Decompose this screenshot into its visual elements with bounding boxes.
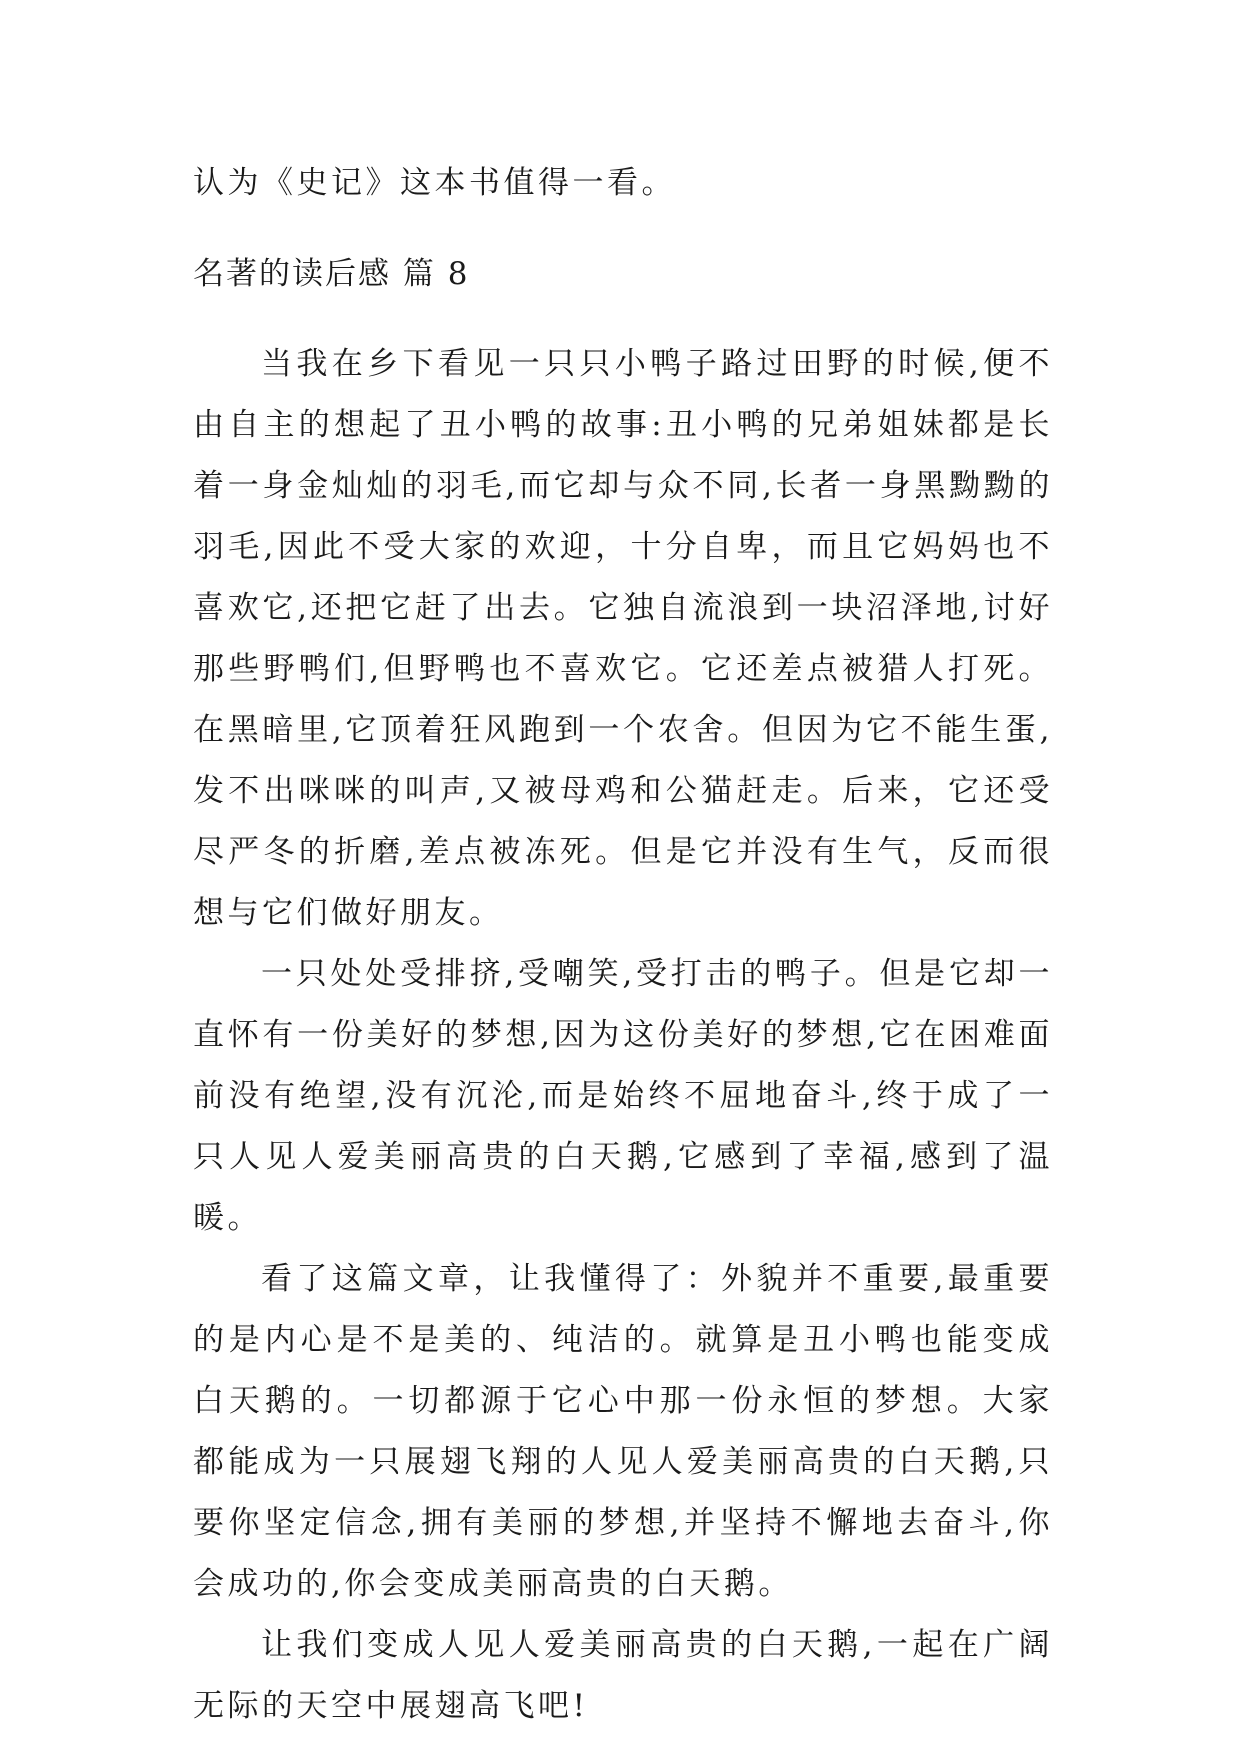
body-paragraph-2: 一只处处受排挤,受嘲笑,受打击的鸭子。但是它却一直怀有一份美好的梦想,因为这份美好的梦想,它在困难面前没有绝望,没有沉沦,而是始终不屈地奋斗,终于成了一只人见人爱美丽高贵的白天鹅,它感到了幸福,感到了温暖。 [193,956,1053,1236]
body-paragraph-4: 让我们变成人见人爱美丽高贵的白天鹅,一起在广阔无际的天空中展翅高飞吧! [193,1627,1053,1724]
section-title: 名著的读后感 篇 8 [193,256,470,292]
article-body [193,334,1053,1737]
body-paragraph-3: 看了这篇文章，让我懂得了：外貌并不重要,最重要的是内心是不是美的、纯洁的。就算是丑小鸭也能变成白天鹅的。一切都源于它心中那一份永恒的梦想。大家都能成为一只展翅飞翔的人见人爱美丽高贵的白天鹅,只要你坚定信念,拥有美丽的梦想,并坚持不懈地去奋斗,你会成功的,你会变成美丽高贵的白天鹅。 [193,1261,1053,1602]
continuation-paragraph: 认为《史记》这本书值得一看。 [193,165,676,201]
body-paragraph-1: 当我在乡下看见一只只小鸭子路过田野的时候,便不由自主的想起了丑小鸭的故事:丑小鸭的兄弟姐妹都是长着一身金灿灿的羽毛,而它却与众不同,长者一身黑黝黝的羽毛,因此不受大家的欢迎，十分自卑，而且它妈妈也不喜欢它,还把它赶了出去。它独自流浪到一块沼泽地,讨好那些野鸭们,但野鸭也不喜欢它。它还差点被猎人打死。在黑暗里,它顶着狂风跑到一个农舍。但因为它不能生蛋,发不出咪咪的叫声,又被母鸡和公猫赶走。后来，它还受尽严冬的折磨,差点被冻死。但是它并没有生气，反而很想与它们做好朋友。 [193,346,1053,931]
